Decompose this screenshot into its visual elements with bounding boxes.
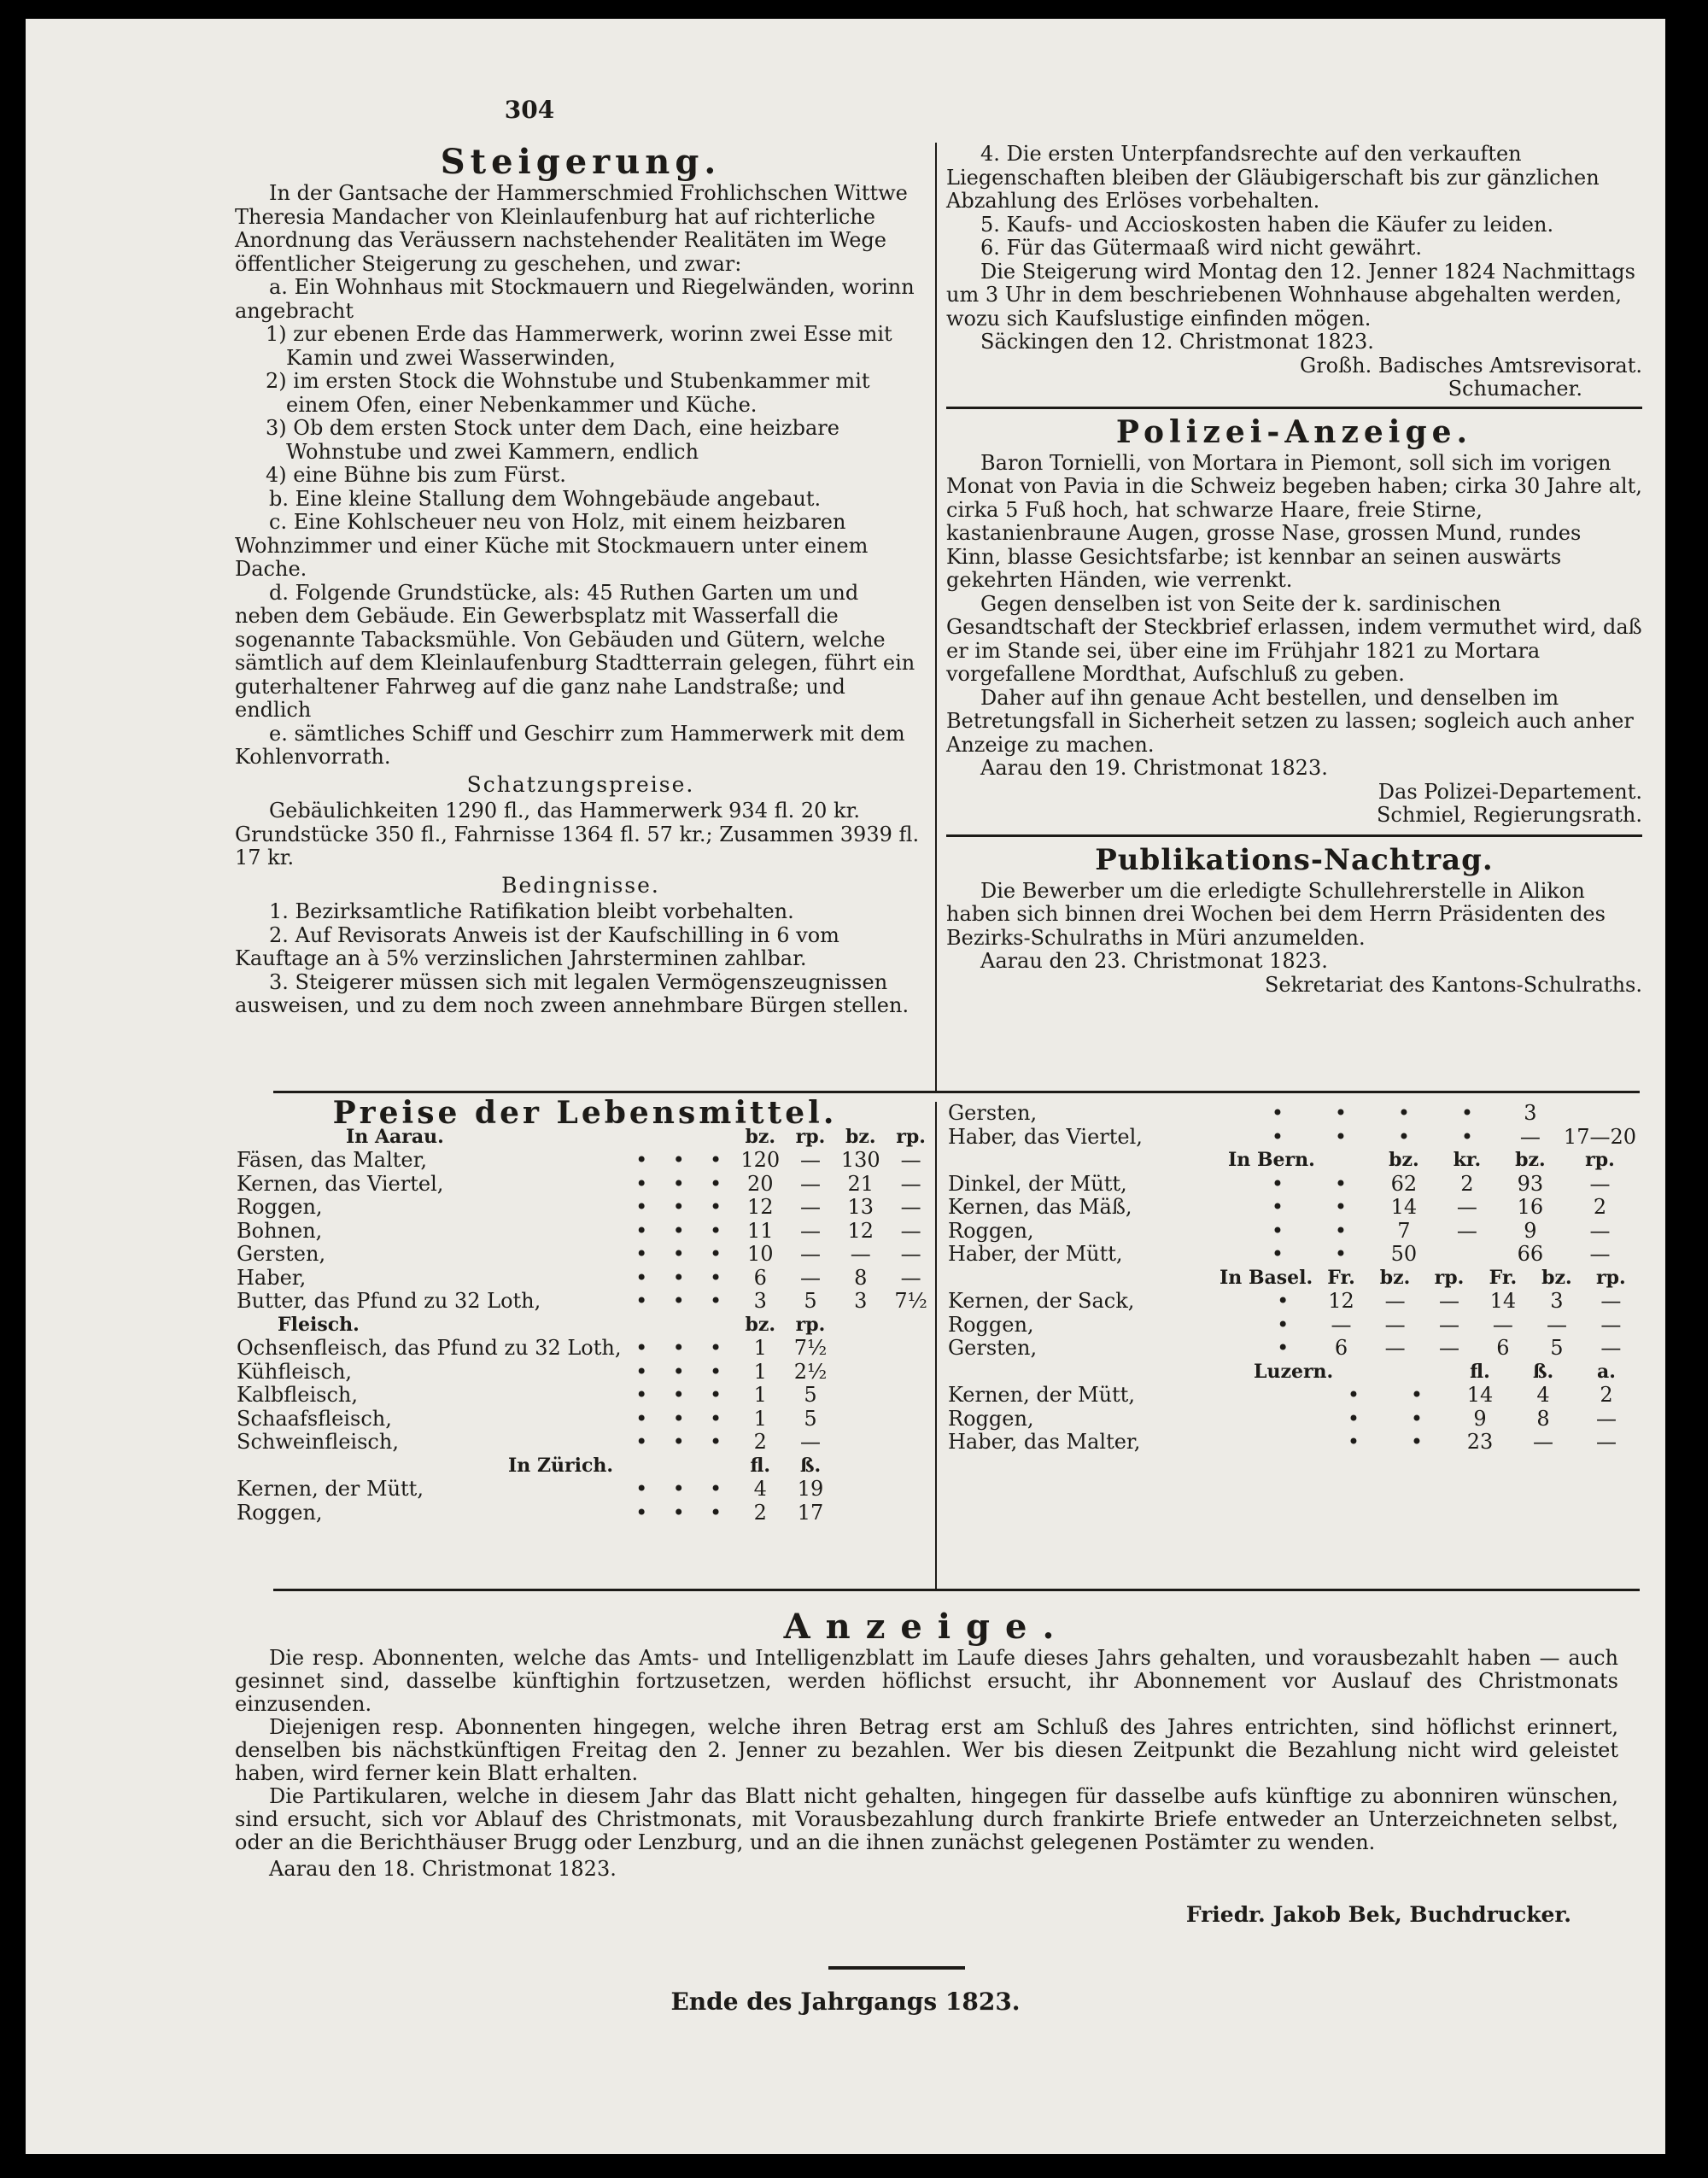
zurich-row	[235, 1502, 935, 1525]
basel-value: —	[1546, 1312, 1567, 1337]
col-kr: kr.	[1453, 1149, 1482, 1171]
column-divider	[935, 143, 937, 1091]
condition-4: 4. Die ersten Unterpfandsrechte auf den verkauften Liegenschaften bleiben der Gläubigerschaft bis zur gänzlichen Abzahlung des Erlöses vorbehalten.	[946, 142, 1600, 213]
aarau-value: —	[850, 1242, 871, 1266]
zurich-label: Roggen,	[237, 1500, 323, 1525]
aarau-row	[235, 1173, 935, 1197]
leader-dot: •	[1460, 1124, 1473, 1149]
prices-title: Preise der Lebensmittel.	[332, 1095, 838, 1131]
police-signature-dept: Das Polizei-Departement.	[1378, 779, 1642, 804]
aarau-value: —	[800, 1218, 821, 1243]
leader-dot: •	[635, 1406, 648, 1431]
leader-dot: •	[710, 1477, 722, 1501]
leader-dot: •	[672, 1195, 685, 1219]
aarau-value: —	[900, 1242, 921, 1266]
rule-police	[946, 407, 1642, 409]
publication-place: Aarau den 23. Christmonat 1823.	[980, 949, 1328, 973]
luzern-value: 8	[1536, 1406, 1550, 1431]
leader-dot: •	[635, 1336, 648, 1360]
auction-column	[235, 143, 927, 1018]
bern-value: 16	[1517, 1195, 1544, 1219]
luzern-value: —	[1533, 1430, 1553, 1454]
basel-value: —	[1331, 1312, 1352, 1337]
basel-value: 6	[1334, 1336, 1348, 1360]
aarau-value: 13	[847, 1195, 874, 1219]
aarau-value: 3	[854, 1289, 868, 1313]
aarau-value: 12	[847, 1218, 874, 1243]
auction-signature-office: Großh. Badisches Amtsrevisorat.	[1300, 353, 1642, 378]
bern-row	[946, 1243, 1638, 1267]
leader-dot: •	[1347, 1430, 1360, 1454]
item-a3: 3) Ob dem ersten Stock unter dem Dach, eine heizbare Wohnstube und zwei Kammern, endlich	[266, 416, 839, 464]
basel-value: —	[1384, 1336, 1406, 1360]
item-d: d. Folgende Grundstücke, als: 45 Ruthen Garten um und neben dem Gebäude. Ein Gewerbsplatz mit Wasserfall die sogenannte Tabacksmühle. Von Gebäuden und Gütern, welche sämtlich auf dem Kleinlaufenburg Stadtterrain gelegen, führt ein guterhaltener Fahrweg auf die ganz nahe Landstraße; und endlich	[235, 580, 915, 722]
basel-value: 3	[1550, 1289, 1564, 1313]
leader-dot: •	[635, 1430, 648, 1454]
luzern-heading: Luzern.	[1254, 1360, 1334, 1383]
leader-dot: •	[672, 1148, 685, 1172]
meat-row	[235, 1384, 935, 1408]
printer-signature: Friedr. Jakob Bek, Buchdrucker.	[1185, 1902, 1571, 1927]
valuation-text: Gebäulichkeiten 1290 fl., das Hammerwerk 934 fl. 20 kr. Grundstücke 350 fl., Fahrnisse 1364 fl. 57 kr.; Zusammen 3939 fl. 17 kr.	[235, 799, 920, 869]
aarau-value: —	[900, 1171, 921, 1196]
bern-value	[1436, 1243, 1499, 1267]
leader-dot: •	[710, 1242, 722, 1266]
aarau-value: —	[800, 1195, 821, 1219]
meat-label: Schaafsfleisch,	[237, 1406, 392, 1431]
bern-value: —	[1589, 1218, 1611, 1243]
basel-value: 6	[1496, 1336, 1510, 1360]
leader-dot: •	[1334, 1242, 1347, 1266]
leader-dot: •	[1397, 1101, 1410, 1125]
col-rp: rp.	[1434, 1266, 1465, 1289]
leader-dot: •	[1334, 1124, 1347, 1149]
volume-end: Ende des Jahrgangs 1823.	[670, 1988, 1021, 2016]
col-bz: bz.	[1389, 1149, 1419, 1171]
item-c: c. Eine Kohlscheuer neu von Holz, mit einem heizbaren Wohnzimmer und einer Küche mit Stockmauern unter einem Dache.	[235, 510, 869, 581]
luzern-value: 4	[1536, 1383, 1550, 1407]
bern-value: 14	[1390, 1195, 1418, 1219]
aarau-value: —	[900, 1195, 921, 1219]
rule-publication	[946, 834, 1642, 837]
meat-value: —	[800, 1430, 821, 1454]
newspaper-page	[26, 19, 1665, 2154]
valuation-heading: Schatzungspreise.	[466, 771, 695, 797]
luzern-label: Roggen,	[948, 1406, 1034, 1431]
bern-value: —	[1589, 1242, 1611, 1266]
meat-heading: Fleisch.	[278, 1313, 360, 1336]
col-fr: Fr.	[1489, 1266, 1518, 1289]
col-rp: rp.	[896, 1125, 926, 1148]
aarau-value: —	[800, 1148, 821, 1172]
auction-title: Steigerung.	[440, 142, 722, 182]
basel-row	[946, 1314, 1638, 1338]
bern-value: 93	[1517, 1171, 1544, 1196]
notice-para-1: Die resp. Abonnenten, welche das Amts- und Intelligenzblatt im Laufe dieses Jahrs gehalten, und vorausbezahlt haben — auch gesinnet sind, dasselbe künftighin fortzusetzen, werden höflichst ersucht, ihr Abonnement vor Auslauf des Christmonats einzusenden.	[235, 1646, 1618, 1716]
notice-title: Anzeige.	[783, 1607, 1070, 1647]
bern-value: 66	[1517, 1242, 1544, 1266]
basel-value: 5	[1550, 1336, 1564, 1360]
aarau-row	[235, 1267, 935, 1291]
prices-right	[946, 1102, 1638, 1455]
bern-label: Haber, der Mütt,	[948, 1242, 1123, 1266]
meat-row	[235, 1431, 935, 1455]
luzern-row	[946, 1384, 1638, 1408]
bern-label: Kernen, das Mäß,	[948, 1195, 1132, 1219]
col-a: a.	[1597, 1360, 1616, 1383]
bern-label: Dinkel, der Mütt,	[948, 1171, 1127, 1196]
meat-value: 1	[753, 1336, 767, 1360]
leader-dot: •	[710, 1289, 722, 1313]
basel-value: —	[1600, 1336, 1622, 1360]
aarau-label: Kernen, das Viertel,	[237, 1171, 444, 1196]
leader-dot: •	[672, 1359, 685, 1384]
leader-dot: •	[635, 1171, 648, 1196]
aarau-label: Gersten,	[237, 1242, 326, 1266]
misc-value: 17—20	[1563, 1124, 1636, 1149]
basel-value: —	[1600, 1312, 1622, 1337]
misc-row	[946, 1102, 1638, 1126]
luzern-row	[946, 1431, 1638, 1455]
basel-heading: In Basel.	[1220, 1266, 1313, 1289]
notice-para-2: Diejenigen resp. Abonnenten hingegen, welche ihren Betrag erst am Schluß des Jahres entrichten, sind höflichst erinnert, denselben bis nächstkünftigen Freitag den 2. Jenner zu bezahlen. Wer bis diesen Zeitpunkt die Bezahlung nicht wird geleistet haben, wird ferner kein Blatt erhalten.	[235, 1715, 1618, 1785]
col-bz: bz.	[1541, 1266, 1572, 1289]
leader-dot: •	[710, 1500, 722, 1525]
zurich-heading: In Zürich.	[508, 1454, 613, 1477]
luzern-label: Haber, das Malter,	[948, 1430, 1141, 1454]
col-rp: rp.	[795, 1125, 826, 1148]
leader-dot: •	[672, 1500, 685, 1525]
leader-dot: •	[672, 1171, 685, 1196]
leader-dot: •	[1460, 1101, 1473, 1125]
notice-para-3: Die Partikularen, welche in diesem Jahr das Blatt nicht gehalten, hingegen für dasselbe aufs künftige zu abonniren wünschen, sind ersucht, sich vor Ablauf des Christmonats, mit Vorausbezahlung durch frankirte Briefe entweder an Unterzeichneten selbst, oder an die Berichthäuser Brugg oder Lenzburg, und an die ihnen zunächst gelegenen Postämter zu wenden.	[235, 1784, 1618, 1854]
auction-date: Die Steigerung wird Montag den 12. Jenner 1824 Nachmittags um 3 Uhr in dem beschriebenen Wohnhause abgehalten werden, wozu sich Kaufslustige einfinden mögen.	[946, 259, 1635, 331]
leader-dot: •	[672, 1406, 685, 1431]
meat-label: Ochsenfleisch, das Pfund zu 32 Loth,	[237, 1336, 622, 1360]
leader-dot: •	[1277, 1312, 1290, 1337]
bern-value: 50	[1390, 1242, 1418, 1266]
zurich-value: 4	[753, 1477, 767, 1501]
aarau-label: Butter, das Pfund zu 32 Loth,	[237, 1289, 541, 1313]
leader-dot: •	[710, 1430, 722, 1454]
aarau-value: 20	[746, 1171, 774, 1196]
leader-dot: •	[1410, 1383, 1424, 1407]
prices-aarau-table	[235, 1126, 935, 1525]
luzern-value: 2	[1600, 1383, 1613, 1407]
page-number: 304	[504, 96, 555, 124]
aarau-value: 10	[746, 1242, 774, 1266]
condition-2: 2. Auf Revisorats Anweis ist der Kaufschilling in 6 vom Kauftage an à 5% verzinslichen Jahrsterminen zahlbar.	[235, 922, 839, 970]
bern-heading: In Bern.	[1228, 1149, 1315, 1171]
aarau-row	[235, 1290, 935, 1314]
basel-label: Kernen, der Sack,	[948, 1289, 1135, 1313]
aarau-row	[235, 1220, 935, 1244]
police-title: Polizei-Anzeige.	[1115, 413, 1473, 450]
footer-rule	[828, 1966, 965, 1970]
prices-right-table	[946, 1102, 1638, 1267]
aarau-row	[235, 1149, 935, 1173]
zurich-row	[235, 1478, 935, 1502]
meat-row	[235, 1408, 935, 1432]
leader-dot: •	[672, 1242, 685, 1266]
aarau-value: —	[900, 1148, 921, 1172]
auction-signature-name: Schumacher.	[1448, 377, 1582, 401]
basel-value: 14	[1489, 1289, 1517, 1313]
condition-1: 1. Bezirksamtliche Ratifikation bleibt vorbehalten.	[269, 899, 794, 923]
basel-row	[946, 1337, 1638, 1361]
luzern-row	[946, 1408, 1638, 1432]
col-bz: bz.	[745, 1125, 775, 1148]
col-fl: fl.	[750, 1454, 771, 1477]
aarau-label: Bohnen,	[237, 1218, 323, 1243]
meat-value: 5	[804, 1406, 817, 1431]
bern-label: Roggen,	[948, 1218, 1034, 1243]
basel-value: —	[1438, 1289, 1459, 1313]
meat-value: 2	[753, 1430, 767, 1454]
leader-dot: •	[1271, 1101, 1284, 1125]
leader-dot: •	[1410, 1406, 1424, 1431]
leader-dot: •	[1277, 1289, 1290, 1313]
leader-dot: •	[635, 1148, 648, 1172]
publication-text: Die Bewerber um die erledigte Schullehrerstelle in Alikon haben sich binnen drei Wochen bei dem Herrn Präsidenten des Bezirks-Schulraths in Müri anzumelden.	[946, 878, 1606, 950]
aarau-label: Fäsen, das Malter,	[237, 1148, 428, 1172]
aarau-value: 8	[854, 1265, 868, 1290]
leader-dot: •	[1271, 1218, 1284, 1243]
col-rp: rp.	[1596, 1266, 1626, 1289]
aarau-label: Roggen,	[237, 1195, 323, 1219]
basel-value: —	[1438, 1336, 1459, 1360]
col-bz: bz.	[1379, 1266, 1411, 1289]
basel-value: —	[1384, 1289, 1406, 1313]
notice-place: Aarau den 18. Christmonat 1823.	[269, 1857, 617, 1881]
basel-value: —	[1600, 1289, 1622, 1313]
bern-row	[946, 1173, 1638, 1197]
leader-dot: •	[1271, 1171, 1284, 1196]
aarau-heading: In Aarau.	[346, 1125, 444, 1148]
aarau-value: —	[900, 1265, 921, 1290]
condition-3: 3. Steigerer müssen sich mit legalen Vermögenszeugnissen ausweisen, und zu dem noch zween annehmbare Bürgen stellen.	[235, 969, 910, 1017]
leader-dot: •	[1347, 1383, 1360, 1407]
leader-dot: •	[1410, 1430, 1424, 1454]
zurich-value: 2	[753, 1500, 767, 1525]
auction-place: Säckingen den 12. Christmonat 1823.	[980, 330, 1374, 354]
leader-dot: •	[672, 1218, 685, 1243]
leader-dot: •	[710, 1383, 722, 1407]
misc-label: Haber, das Viertel,	[948, 1124, 1143, 1149]
leader-dot: •	[1334, 1218, 1347, 1243]
prices-divider	[935, 1102, 937, 1589]
leader-dot: •	[672, 1336, 685, 1360]
rule-notice	[273, 1589, 1640, 1591]
col-rp: rp.	[1585, 1149, 1615, 1171]
aarau-value: —	[900, 1218, 921, 1243]
condition-5: 5. Kaufs- und Accioskosten haben die Käufer zu leiden.	[980, 212, 1554, 237]
prices-basel-table	[946, 1267, 1638, 1361]
leader-dot: •	[1397, 1124, 1410, 1149]
leader-dot: •	[1271, 1242, 1284, 1266]
aarau-value: 5	[804, 1289, 817, 1313]
col-rp: rp.	[795, 1313, 826, 1336]
leader-dot: •	[1334, 1101, 1347, 1125]
luzern-value: 14	[1466, 1383, 1494, 1407]
col-bz: bz.	[1515, 1149, 1546, 1171]
luzern-value: —	[1596, 1406, 1617, 1431]
leader-dot: •	[635, 1195, 648, 1219]
aarau-value: 130	[840, 1148, 880, 1172]
leader-dot: •	[672, 1265, 685, 1290]
luzern-value: 23	[1466, 1430, 1494, 1454]
basel-label: Gersten,	[948, 1336, 1038, 1360]
leader-dot: •	[635, 1289, 648, 1313]
leader-dot: •	[1347, 1406, 1360, 1431]
rule-prices	[273, 1091, 1640, 1093]
leader-dot: •	[710, 1195, 722, 1219]
prices-luzern-table	[946, 1361, 1638, 1455]
leader-dot: •	[672, 1289, 685, 1313]
bern-value: 9	[1524, 1218, 1537, 1243]
zurich-value: 17	[797, 1500, 824, 1525]
police-para-1: Baron Tornielli, von Mortara in Piemont, soll sich im vorigen Monat von Pavia in die Schweiz begeben haben; cirka 30 Jahre alt, cirka 5 Fuß hoch, hat schwarze Haare, freie Stirne, kastanienbraune Augen, grosse Nase, grossen Mund, rundes Kinn, blasse Gesichtsfarbe; ist kennbar an seinen auswärts gekehrten Händen, wie verrenkt.	[946, 450, 1642, 592]
item-a: a. Ein Wohnhaus mit Stockmauern und Riegelwänden, worinn angebracht	[235, 275, 915, 323]
basel-row	[946, 1290, 1638, 1314]
item-a1: 1) zur ebenen Erde das Hammerwerk, worinn zwei Esse mit Kamin und zwei Wasserwinden,	[266, 322, 892, 370]
aarau-value: —	[800, 1242, 821, 1266]
notices-column	[946, 143, 1642, 997]
meat-row	[235, 1337, 935, 1361]
leader-dot: •	[635, 1242, 648, 1266]
police-para-2: Gegen denselben ist von Seite der k. sardinischen Gesandtschaft der Steckbrief erlassen, indem vermuthet wird, daß er im Stande sei, über eine im Frühjahr 1821 zu Mortara vorgefallene Mordthat, Aufschluß zu geben.	[946, 591, 1642, 686]
leader-dot: •	[710, 1359, 722, 1384]
aarau-value: 12	[746, 1195, 774, 1219]
leader-dot: •	[672, 1383, 685, 1407]
prices-left	[235, 1095, 935, 1525]
bern-value: 62	[1390, 1171, 1418, 1196]
leader-dot: •	[710, 1406, 722, 1431]
police-para-3: Daher auf ihn genaue Acht bestellen, und denselben im Betretungsfall in Sicherheit setzen zu lassen; sogleich auch anher Anzeige zu machen.	[946, 685, 1634, 757]
meat-label: Schweinfleisch,	[237, 1430, 399, 1454]
bern-row	[946, 1196, 1638, 1220]
col-s: ß.	[799, 1454, 822, 1477]
leader-dot: •	[635, 1265, 648, 1290]
meat-value: 5	[804, 1383, 817, 1407]
leader-dot: •	[710, 1336, 722, 1360]
auction-intro: In der Gantsache der Hammerschmied Frohlichschen Wittwe Theresia Mandacher von Kleinlaufenburg hat auf richterliche Anordnung das Veräussern nachstehender Realitäten im Wege öffentlicher Steigerung zu geschehen, und zwar:	[235, 181, 908, 276]
col-bz: bz.	[745, 1313, 775, 1336]
condition-6: 6. Für das Gütermaaß wird nicht gewährt.	[980, 236, 1422, 260]
misc-value	[1562, 1102, 1638, 1126]
meat-value: 7½	[793, 1336, 828, 1360]
aarau-value: 7½	[894, 1289, 927, 1313]
leader-dot: •	[635, 1359, 648, 1384]
aarau-label: Haber,	[237, 1265, 307, 1290]
misc-label: Gersten,	[948, 1101, 1038, 1125]
aarau-row	[235, 1243, 935, 1267]
misc-value: 3	[1524, 1101, 1537, 1125]
leader-dot: •	[710, 1265, 722, 1290]
aarau-value: 11	[746, 1218, 774, 1243]
police-signature-name: Schmiel, Regierungsrath.	[1376, 803, 1642, 827]
leader-dot: •	[710, 1148, 722, 1172]
leader-dot: •	[635, 1500, 648, 1525]
item-a4: 4) eine Bühne bis zum Fürst.	[266, 463, 566, 487]
basel-value: 12	[1328, 1289, 1354, 1313]
subscription-notice	[235, 1607, 1618, 1881]
zurich-label: Kernen, der Mütt,	[237, 1477, 424, 1501]
leader-dot: •	[672, 1477, 685, 1501]
item-b: b. Eine kleine Stallung dem Wohngebäude angebaut.	[269, 486, 822, 511]
col-fl: fl.	[1470, 1360, 1490, 1383]
meat-label: Kalbfleisch,	[237, 1383, 359, 1407]
luzern-value: —	[1596, 1430, 1617, 1454]
bern-value: —	[1456, 1195, 1477, 1219]
leader-dot: •	[635, 1477, 648, 1501]
publication-title: Publikations-Nachtrag.	[1095, 842, 1494, 877]
aarau-value: —	[800, 1265, 821, 1290]
zurich-value: 19	[797, 1477, 824, 1501]
meat-label: Kühfleisch,	[237, 1359, 353, 1384]
item-e: e. sämtliches Schiff und Geschirr zum Hammerwerk mit dem Kohlenvorrath.	[235, 721, 905, 769]
basel-value: —	[1438, 1312, 1459, 1337]
aarau-value: —	[800, 1171, 821, 1196]
basel-value: —	[1384, 1312, 1406, 1337]
leader-dot: •	[1271, 1195, 1284, 1219]
aarau-value: 21	[847, 1171, 874, 1196]
col-bz: bz.	[845, 1125, 876, 1148]
meat-value: 1	[753, 1359, 767, 1384]
conditions-heading: Bedingnisse.	[501, 872, 660, 898]
leader-dot: •	[635, 1218, 648, 1243]
meat-value: 2½	[793, 1359, 828, 1384]
leader-dot: •	[1277, 1336, 1290, 1360]
misc-row	[946, 1126, 1638, 1150]
misc-value: —	[1519, 1124, 1541, 1149]
aarau-row	[235, 1196, 935, 1220]
bern-value: 2	[1593, 1195, 1607, 1219]
bern-value: 7	[1397, 1218, 1411, 1243]
aarau-value: 3	[753, 1289, 767, 1313]
leader-dot: •	[1334, 1195, 1347, 1219]
leader-dot: •	[710, 1218, 722, 1243]
luzern-value: 9	[1473, 1406, 1487, 1431]
bern-value: 2	[1460, 1171, 1474, 1196]
meat-value: 1	[753, 1406, 767, 1431]
publication-signature: Sekretariat des Kantons-Schulraths.	[1264, 972, 1642, 997]
leader-dot: •	[1334, 1171, 1347, 1196]
bern-value: —	[1456, 1218, 1477, 1243]
leader-dot: •	[710, 1171, 722, 1196]
police-place: Aarau den 19. Christmonat 1823.	[980, 756, 1328, 780]
aarau-value: 120	[740, 1148, 781, 1172]
col-s: ß.	[1532, 1360, 1554, 1383]
leader-dot: •	[1271, 1124, 1284, 1149]
basel-label: Roggen,	[948, 1312, 1034, 1337]
meat-value: 1	[753, 1383, 767, 1407]
bern-value: —	[1589, 1171, 1611, 1196]
basel-value: —	[1492, 1312, 1513, 1337]
bern-row	[946, 1220, 1638, 1244]
leader-dot: •	[635, 1383, 648, 1407]
col-fr: Fr.	[1327, 1266, 1355, 1289]
meat-row	[235, 1361, 935, 1385]
leader-dot: •	[672, 1430, 685, 1454]
luzern-label: Kernen, der Mütt,	[948, 1383, 1135, 1407]
item-a2: 2) im ersten Stock die Wohnstube und Stubenkammer mit einem Ofen, einer Nebenkammer und Küche.	[266, 369, 870, 417]
aarau-value: 6	[753, 1265, 767, 1290]
